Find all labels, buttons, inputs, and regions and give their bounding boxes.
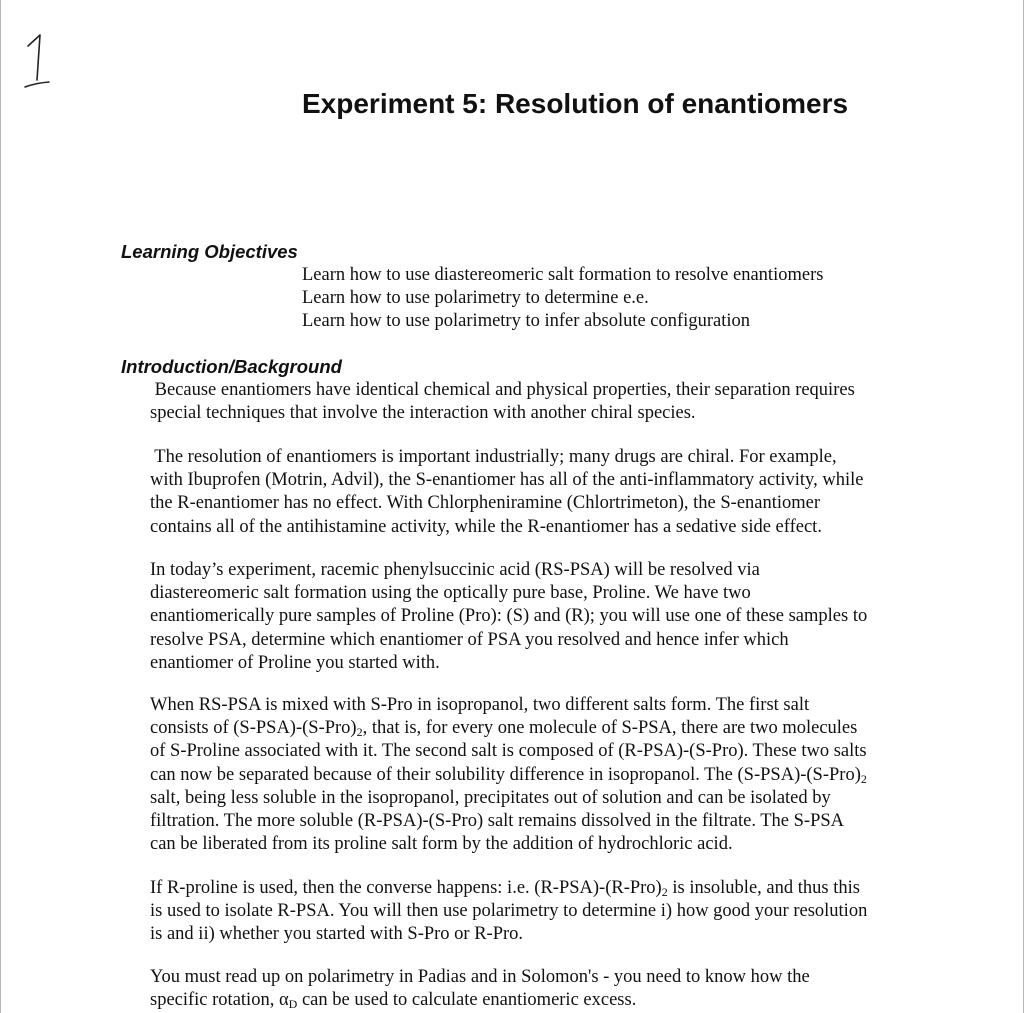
introduction-heading: Introduction/Background bbox=[121, 356, 342, 377]
intro-paragraph-3 bbox=[150, 559, 940, 675]
subscript: 2 bbox=[860, 771, 867, 786]
paragraph-line: filtration. The more soluble (R-PSA)-(S-Pro) salt remains dissolved in the filtrate. The S-PSA bbox=[150, 811, 845, 832]
paragraph-line: diastereomeric salt formation using the optically pure base, Proline. We have two bbox=[150, 583, 751, 604]
paragraph-line: can be liberated from its proline salt form by the addition of hydrochloric acid. bbox=[150, 834, 733, 855]
paragraph-line bbox=[150, 764, 940, 787]
paragraph-line: When RS-PSA is mixed with S-Pro in isopropanol, two different salts form. The first salt bbox=[150, 695, 810, 715]
objective-item: Learn how to use diastereomeric salt formation to resolve enantiomers bbox=[302, 265, 824, 285]
learning-objectives-heading: Learning Objectives bbox=[121, 241, 298, 262]
intro-paragraph-4 bbox=[150, 694, 940, 856]
text-run: can be used to calculate enantiomeric excess. bbox=[297, 990, 637, 1011]
text-run: If R-proline is used, then the converse happens: i.e. (R-PSA)-(R-Pro) bbox=[150, 878, 662, 898]
paragraph-line: enantiomerically pure samples of Proline (Pro): (S) and (R); you will use one of these samples to bbox=[150, 606, 868, 627]
paragraph-line: special techniques that involve the interaction with another chiral species. bbox=[150, 403, 696, 424]
paragraph-line: with Ibuprofen (Motrin, Advil), the S-enantiomer has all of the anti-inflammatory activity, while bbox=[150, 470, 864, 491]
text-run: is insoluble, and thus this bbox=[667, 878, 860, 898]
paragraph-line: salt, being less soluble in the isopropanol, precipitates out of solution and can be isolated by bbox=[150, 787, 831, 808]
paragraph-line: The resolution of enantiomers is important industrially; many drugs are chiral. For example, bbox=[150, 447, 837, 467]
paragraph-line: resolve PSA, determine which enantiomer of PSA you resolved and hence infer which bbox=[150, 629, 789, 650]
handwritten-page-number bbox=[20, 30, 54, 92]
objective-item: Learn how to use polarimetry to determine e.e. bbox=[302, 288, 649, 308]
intro-paragraph-2 bbox=[150, 446, 940, 539]
subscript: D bbox=[288, 997, 298, 1012]
subscript: 2 bbox=[661, 885, 668, 899]
learning-objectives-list bbox=[302, 264, 823, 333]
text-run: specific rotation, α bbox=[150, 990, 289, 1011]
paragraph-line bbox=[150, 877, 940, 900]
paragraph-line: contains all of the antihistamine activity, while the R-enantiomer has a sedative side effect. bbox=[150, 516, 822, 537]
paragraph-line bbox=[150, 717, 940, 740]
intro-paragraph-1 bbox=[150, 379, 940, 425]
page-border-left bbox=[0, 0, 1, 1013]
page-title: Experiment 5: Resolution of enantiomers bbox=[302, 88, 849, 119]
subscript: 2 bbox=[356, 725, 363, 740]
paragraph-line: enantiomer of Proline you started with. bbox=[150, 652, 440, 673]
intro-paragraph-6 bbox=[150, 966, 940, 1012]
paragraph-line: In today’s experiment, racemic phenylsuccinic acid (RS-PSA) will be resolved via bbox=[150, 560, 760, 580]
paragraph-line: is used to isolate R-PSA. You will then use polarimetry to determine i) how good your resolution bbox=[150, 901, 868, 922]
text-run: can now be separated because of their solubility difference in isopropanol. The (S-PSA)-(S-Pro) bbox=[150, 764, 861, 785]
text-run: consists of (S-PSA)-(S-Pro) bbox=[150, 718, 357, 739]
text-run: , that is, for every one molecule of S-PSA, there are two molecules bbox=[362, 718, 858, 739]
paragraph-line bbox=[150, 989, 940, 1012]
intro-paragraph-5 bbox=[150, 877, 940, 947]
paragraph-line: the R-enantiomer has no effect. With Chlorpheniramine (Chlortrimeton), the S-enantiomer bbox=[150, 493, 821, 514]
paragraph-line: You must read up on polarimetry in Padias and in Solomon's - you need to know how the bbox=[150, 967, 810, 987]
paragraph-line: Because enantiomers have identical chemical and physical properties, their separation requires bbox=[150, 380, 855, 400]
objective-item: Learn how to use polarimetry to infer absolute configuration bbox=[302, 311, 750, 331]
paragraph-line: is and ii) whether you started with S-Pro or R-Pro. bbox=[150, 924, 524, 945]
paragraph-line: of S-Proline associated with it. The second salt is composed of (R-PSA)-(S-Pro). These two salts bbox=[150, 741, 867, 762]
